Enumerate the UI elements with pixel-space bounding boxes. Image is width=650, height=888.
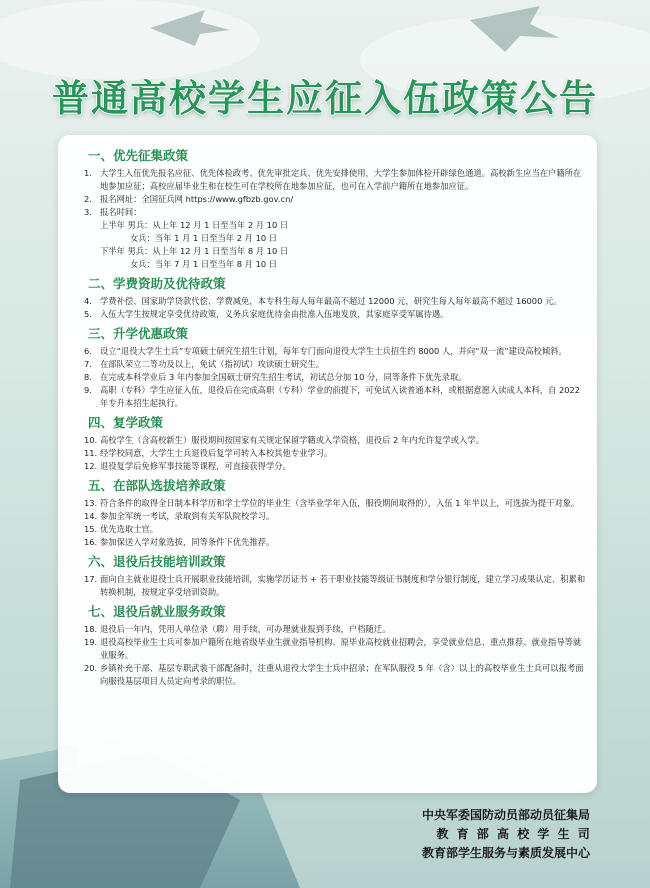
section-title: 四、复学政策	[88, 415, 164, 430]
section-skill-training	[72, 552, 586, 599]
section-tuition-aid	[72, 274, 586, 321]
issuer-line: 中央军委国防动员部动员征集局	[421, 808, 590, 822]
section-title: 七、退役后就业服务政策	[88, 604, 226, 619]
policy-content	[72, 146, 586, 691]
list-item: 16. 参加保送入学对象选拔，同等条件下优先推荐。	[84, 537, 275, 547]
issuer-line: 教育部高校学生司	[436, 827, 598, 841]
list-item: 19. 退役高校毕业生士兵可参加户籍所在地省级毕业生就业指导机构、原毕业高校就业招聘会，享受就业信息、重点推荐、就业指导等就业服务。	[84, 637, 582, 660]
page-title: 普通高校学生应征入伍政策公告	[52, 77, 598, 120]
section-employment-service	[72, 602, 586, 688]
list-item: 13. 符合条件的取得全日制本科学历和学士学位的毕业生（含毕业学年入伍，服役期间取得的），入伍 1 年半以上，可选拔为提干对象。	[84, 498, 580, 508]
list-item: 17. 面向自主就业退役士兵开展职业技能培训，实施学历证书 + 若干职业技能等级证书制度和学分银行制度，建立学习成果认定、积累和转换机制，按规定享受培训资助。	[84, 574, 586, 597]
section-title: 二、学费资助及优待政策	[88, 276, 226, 291]
list-item: 10. 高校学生（含高校新生）服役期间按国家有关规定保留学籍或入学资格，退役后 2 年内允许复学或入学。	[84, 435, 484, 445]
list-item: 14. 参加全军统一考试，录取到有关军队院校学习。	[84, 511, 275, 521]
issuer-footer	[421, 806, 598, 863]
list-item: 4. 学费补偿、国家助学贷款代偿、学费减免，本专科生每人每年最高不超过 12000 元，研究生每人每年最高不超过 16000 元。	[84, 296, 562, 306]
section-further-study	[72, 324, 586, 410]
list-item: 18. 退役后一年内，凭用人单位录（聘）用手续，可办理就业报到手续，户档随迁。	[84, 624, 391, 634]
section-resume-study	[72, 413, 586, 473]
list-item: 2. 报名网址：全国征兵网 https://www.gfbzb.gov.cn/	[84, 194, 294, 204]
schedule-line: 上半年 男兵：从上年 12 月 1 日至当年 2 月 10 日	[100, 220, 289, 230]
schedule-line: 下半年 男兵：从上年 12 月 1 日至当年 8 月 10 日	[100, 246, 289, 256]
list-item: 6. 设立“退役大学生士兵”专项硕士研究生招生计划，每年专门面向退役大学生士兵招生约 8000 人，并向“双一流”建设高校倾斜。	[84, 346, 567, 356]
section-title: 五、在部队选拔培养政策	[88, 478, 226, 493]
section-priority-enlistment	[72, 146, 586, 271]
section-title: 六、退役后技能培训政策	[88, 554, 226, 569]
issuer-line: 教育部学生服务与素质发展中心	[421, 846, 590, 860]
list-item: 11. 经学校同意，大学生士兵退役后复学可转入本校其他专业学习。	[84, 448, 333, 458]
section-title: 一、优先征集政策	[88, 148, 189, 163]
list-item: 15. 优先选取士官。	[84, 524, 159, 534]
section-title: 三、升学优惠政策	[88, 326, 189, 341]
list-item: 5. 入伍大学生按规定享受优待政策，义务兵家庭优待金由批准入伍地发放，其家庭享受军属待遇。	[84, 309, 449, 319]
list-item: 9. 高职（专科）学生应征入伍，退役后在完成高职（专科）学业的前提下，可免试入读普通本科，或根据意愿入读成人本科，自 2022 年专升本招生起执行。	[84, 385, 581, 408]
list-item: 8. 在完成本科学业后 3 年内参加全国硕士研究生招生考试，初试总分加 10 分，同等条件下优先录取。	[84, 372, 467, 382]
list-item: 3. 报名时间：	[84, 207, 142, 217]
list-item: 12. 退役复学后免修军事技能等课程，可直接获得学分。	[84, 461, 291, 471]
list-item: 7. 在部队荣立二等功及以上，免试（指初试）攻读硕士研究生。	[84, 359, 325, 369]
section-army-selection	[72, 476, 586, 549]
schedule-line: 女兵：当年 7 月 1 日至当年 8 月 10 日	[130, 259, 278, 269]
schedule-line: 女兵：当年 1 月 1 日至当年 2 月 10 日	[130, 233, 278, 243]
list-item: 1. 大学生入伍优先报名应征、优先体检政考、优先审批定兵、优先安排使用，大学生参加体检开辟绿色通道。高校新生应当在户籍所在地参加应征；高校应届毕业生和在校生可在学校所在地参加应征，也可在入学前户籍所在地参加应征。	[84, 168, 582, 191]
list-item: 20. 乡镇补充干部、基层专职武装干部配备时，注重从退役大学生士兵中招录；在军队服役 5 年（含）以上的高校毕业生士兵可以报考面向服役基层项目人员定向考录的职位。	[84, 663, 584, 686]
